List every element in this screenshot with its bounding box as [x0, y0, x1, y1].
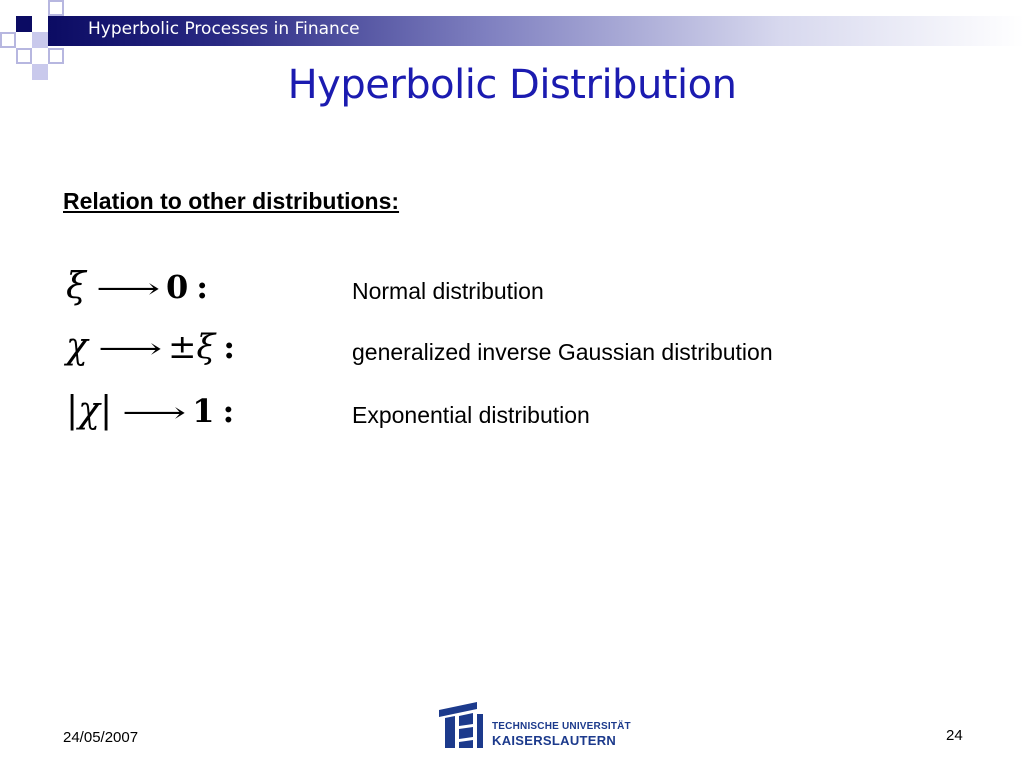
formula-colon: : [196, 268, 209, 306]
relation-formula-normal [66, 266, 208, 307]
formula-target: ±ξ [167, 327, 216, 367]
header-title: Hyperbolic Processes in Finance [88, 19, 360, 39]
section-heading: Relation to other distributions: [63, 188, 400, 214]
formula-variable: ξ [66, 266, 86, 307]
page-number: 24 [946, 727, 963, 744]
formula-variable: χ [66, 326, 88, 367]
slide-title: Hyperbolic Distribution [287, 62, 737, 108]
university-logo [437, 700, 631, 750]
footer-date: 24/05/2007 [63, 729, 139, 746]
relation-description-exponential: Exponential distribution [352, 402, 590, 428]
relation-description-gig: generalized inverse Gaussian distribution [352, 339, 773, 365]
formula-target: 0 [165, 268, 189, 306]
formula-target: 1 [192, 392, 215, 430]
formula-colon: : [223, 328, 235, 366]
arrow-icon: ⟶ [95, 272, 161, 305]
relation-formula-exponential [66, 390, 234, 431]
deco-square [16, 16, 32, 32]
arrow-icon: ⟶ [122, 396, 187, 429]
relation-formula-gig [66, 326, 235, 367]
tu-logo-icon [437, 700, 489, 750]
logo-text-line2: KAISERSLAUTERN [492, 733, 617, 748]
deco-square [48, 0, 64, 16]
deco-square [0, 32, 16, 48]
relation-description-normal: Normal distribution [352, 278, 544, 304]
deco-square [32, 32, 48, 48]
arrow-icon: ⟶ [97, 332, 163, 365]
logo-text-line1: TECHNISCHE UNIVERSITÄT [492, 721, 631, 732]
formula-variable: |χ| [66, 390, 113, 431]
formula-colon: : [222, 392, 235, 430]
